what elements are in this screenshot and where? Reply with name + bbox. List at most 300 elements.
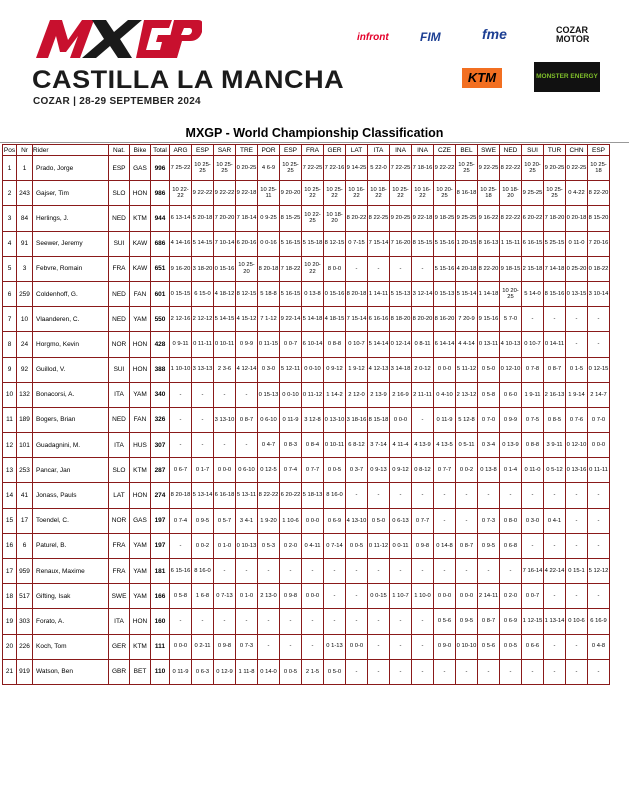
gp-result-cell: 2 12-0 bbox=[346, 382, 368, 407]
nationality-cell: ITA bbox=[109, 609, 130, 634]
total-points-cell: 651 bbox=[151, 256, 170, 281]
gp-result-cell: 0 13-16 bbox=[566, 458, 588, 483]
gp-result-cell: - bbox=[434, 508, 456, 533]
rider-cell: Seewer, Jeremy bbox=[33, 231, 109, 256]
gp-result-cell: 0 15-13 bbox=[258, 382, 280, 407]
gp-result-cell: 6 8-12 bbox=[346, 433, 368, 458]
gp-result-cell: 7 20-16 bbox=[588, 231, 610, 256]
gp-result-cell: 0 10-11 bbox=[324, 433, 346, 458]
column-header: POR bbox=[258, 145, 280, 156]
nationality-cell: GER bbox=[109, 634, 130, 659]
total-points-cell: 111 bbox=[151, 634, 170, 659]
gp-result-cell: - bbox=[412, 407, 434, 432]
gp-result-cell: 1 9-12 bbox=[346, 357, 368, 382]
gp-result-cell: - bbox=[214, 609, 236, 634]
gp-result-cell: 0 13-8 bbox=[478, 458, 500, 483]
gp-result-cell: - bbox=[192, 609, 214, 634]
gp-result-cell: 2 14-7 bbox=[588, 382, 610, 407]
gp-result-cell: - bbox=[522, 659, 544, 684]
gp-result-cell: 0 7-3 bbox=[478, 508, 500, 533]
gp-result-cell: 0 6-10 bbox=[258, 407, 280, 432]
gp-result-cell: 0 9-5 bbox=[192, 508, 214, 533]
gp-result-cell: 8 0-0 bbox=[324, 256, 346, 281]
gp-result-cell: 0 15-1 bbox=[566, 559, 588, 584]
gp-result-cell: 0 0-0 bbox=[346, 634, 368, 659]
table-row bbox=[3, 533, 610, 558]
title-divider bbox=[0, 142, 629, 143]
table-row bbox=[3, 584, 610, 609]
gp-result-cell: 4 15-12 bbox=[236, 307, 258, 332]
gp-result-cell: - bbox=[368, 609, 390, 634]
gp-result-cell: 0 8-5 bbox=[544, 407, 566, 432]
gp-result-cell: 0 7-14 bbox=[324, 533, 346, 558]
gp-result-cell: 0 0-0 bbox=[390, 407, 412, 432]
gp-result-cell: 8 22-22 bbox=[258, 483, 280, 508]
gp-result-cell: 0 11-12 bbox=[368, 533, 390, 558]
gp-result-cell: 0 5-8 bbox=[170, 584, 192, 609]
gp-result-cell: 4 13-9 bbox=[412, 433, 434, 458]
total-points-cell: 340 bbox=[151, 382, 170, 407]
event-header bbox=[0, 0, 629, 120]
gp-result-cell: 5 12-11 bbox=[280, 357, 302, 382]
gp-result-cell: 2 15-18 bbox=[522, 256, 544, 281]
gp-result-cell: 0 0-11 bbox=[390, 533, 412, 558]
position-cell: 5 bbox=[3, 256, 17, 281]
gp-result-cell: 0 8-7 bbox=[236, 407, 258, 432]
position-cell: 11 bbox=[3, 407, 17, 432]
gp-result-cell: - bbox=[522, 533, 544, 558]
gp-result-cell: 0 13-10 bbox=[324, 407, 346, 432]
gp-result-cell: - bbox=[192, 433, 214, 458]
gp-result-cell: 5 16-15 bbox=[280, 281, 302, 306]
gp-result-cell: 0 14-11 bbox=[544, 332, 566, 357]
gp-result-cell: 0 0-5 bbox=[346, 533, 368, 558]
number-cell: 1 bbox=[17, 156, 33, 181]
gp-result-cell: 6 13-14 bbox=[170, 206, 192, 231]
gp-result-cell: 1 9-20 bbox=[258, 508, 280, 533]
number-cell: 10 bbox=[17, 307, 33, 332]
gp-result-cell: - bbox=[324, 584, 346, 609]
gp-result-cell: 0 11-0 bbox=[522, 458, 544, 483]
gp-result-cell: 2 16-13 bbox=[544, 382, 566, 407]
nationality-cell: SUI bbox=[109, 231, 130, 256]
gp-result-cell: 10 20-25 bbox=[500, 281, 522, 306]
nationality-cell: SWE bbox=[109, 584, 130, 609]
gp-result-cell: 0 9-25 bbox=[258, 206, 280, 231]
gp-result-cell: 0 4-22 bbox=[566, 181, 588, 206]
gp-result-cell: - bbox=[280, 634, 302, 659]
gp-result-cell: 8 20-18 bbox=[346, 281, 368, 306]
position-cell: 21 bbox=[3, 659, 17, 684]
gp-result-cell: - bbox=[214, 559, 236, 584]
nationality-cell: GBR bbox=[109, 659, 130, 684]
gp-result-cell: 0 12-14 bbox=[390, 332, 412, 357]
gp-result-cell: 0 7-5 bbox=[522, 407, 544, 432]
gp-result-cell: 0 20-25 bbox=[236, 156, 258, 181]
gp-result-cell: 10 16-22 bbox=[412, 181, 434, 206]
rider-cell: Renaux, Maxime bbox=[33, 559, 109, 584]
gp-result-cell: 0 7-8 bbox=[522, 357, 544, 382]
gp-result-cell: 5 15-16 bbox=[434, 231, 456, 256]
gp-result-cell: 0 5-12 bbox=[544, 458, 566, 483]
rider-cell: Koch, Tom bbox=[33, 634, 109, 659]
column-header: FRA bbox=[302, 145, 324, 156]
gp-result-cell: 2 16-9 bbox=[390, 382, 412, 407]
gp-result-cell: 1 14-2 bbox=[324, 382, 346, 407]
gp-result-cell: 0 9-12 bbox=[390, 458, 412, 483]
gp-result-cell: 0 0-5 bbox=[324, 458, 346, 483]
gp-result-cell: 7 14-18 bbox=[544, 256, 566, 281]
gp-result-cell: 9 14-25 bbox=[346, 156, 368, 181]
gp-result-cell: 0 9-12 bbox=[324, 357, 346, 382]
gp-result-cell: 8 22-20 bbox=[478, 256, 500, 281]
gp-result-cell: - bbox=[192, 382, 214, 407]
gp-result-cell: - bbox=[324, 559, 346, 584]
nationality-cell: NOR bbox=[109, 508, 130, 533]
bike-cell: BET bbox=[130, 659, 151, 684]
position-cell: 18 bbox=[3, 584, 17, 609]
gp-result-cell: 4 6-9 bbox=[258, 156, 280, 181]
gp-result-cell: - bbox=[544, 307, 566, 332]
total-points-cell: 166 bbox=[151, 584, 170, 609]
number-cell: 132 bbox=[17, 382, 33, 407]
gp-result-cell: - bbox=[412, 634, 434, 659]
gp-result-cell: 1 6-8 bbox=[192, 584, 214, 609]
gp-result-cell: 5 15-14 bbox=[456, 281, 478, 306]
gp-result-cell: 5 15-16 bbox=[434, 256, 456, 281]
gp-result-cell: 5 14-14 bbox=[368, 332, 390, 357]
sponsor-monster-energy-logo bbox=[534, 62, 600, 92]
gp-result-cell: 0 1-4 bbox=[500, 458, 522, 483]
gp-result-cell: 0 4-8 bbox=[588, 634, 610, 659]
gp-result-cell: 0 8-8 bbox=[522, 433, 544, 458]
position-cell: 12 bbox=[3, 433, 17, 458]
table-row bbox=[3, 231, 610, 256]
gp-result-cell: 0 6-0 bbox=[500, 382, 522, 407]
bike-cell: HON bbox=[130, 181, 151, 206]
total-points-cell: 601 bbox=[151, 281, 170, 306]
gp-result-cell: 3 14-18 bbox=[390, 357, 412, 382]
gp-result-cell: 5 14-18 bbox=[302, 307, 324, 332]
gp-result-cell: 9 22-25 bbox=[478, 156, 500, 181]
gp-result-cell: - bbox=[456, 508, 478, 533]
gp-result-cell: 9 22-18 bbox=[236, 181, 258, 206]
table-header-row bbox=[3, 145, 610, 156]
gp-result-cell: 1 14-18 bbox=[478, 281, 500, 306]
rider-cell: Gifting, Isak bbox=[33, 584, 109, 609]
total-points-cell: 686 bbox=[151, 231, 170, 256]
gp-result-cell: 0 20-18 bbox=[566, 206, 588, 231]
gp-result-cell: - bbox=[566, 584, 588, 609]
nationality-cell: FRA bbox=[109, 256, 130, 281]
gp-result-cell: 0 4-11 bbox=[302, 533, 324, 558]
gp-result-cell: 0 2-0 bbox=[500, 584, 522, 609]
gp-result-cell: 2 1-5 bbox=[302, 659, 324, 684]
gp-result-cell: 0 0-16 bbox=[258, 231, 280, 256]
gp-result-cell: 7 20-20 bbox=[214, 206, 236, 231]
position-cell: 20 bbox=[3, 634, 17, 659]
gp-result-cell: 2 11-11 bbox=[412, 382, 434, 407]
gp-result-cell: 0 9-13 bbox=[368, 458, 390, 483]
gp-result-cell: 0 0-0 bbox=[456, 584, 478, 609]
number-cell: 17 bbox=[17, 508, 33, 533]
gp-result-cell: 8 12-15 bbox=[324, 231, 346, 256]
table-row bbox=[3, 181, 610, 206]
nationality-cell: ITA bbox=[109, 433, 130, 458]
bike-cell: HON bbox=[130, 332, 151, 357]
gp-result-cell: - bbox=[588, 332, 610, 357]
gp-result-cell: 0 1-5 bbox=[566, 357, 588, 382]
gp-result-cell: 4 4-14 bbox=[456, 332, 478, 357]
gp-result-cell: 0 0-5 bbox=[280, 659, 302, 684]
number-cell: 84 bbox=[17, 206, 33, 231]
position-cell: 16 bbox=[3, 533, 17, 558]
bike-cell: YAM bbox=[130, 307, 151, 332]
gp-result-cell: 0 2-11 bbox=[192, 634, 214, 659]
rider-cell: Paturel, B. bbox=[33, 533, 109, 558]
position-cell: 6 bbox=[3, 281, 17, 306]
total-points-cell: 181 bbox=[151, 559, 170, 584]
gp-result-cell: - bbox=[544, 634, 566, 659]
gp-result-cell: 9 20-20 bbox=[280, 181, 302, 206]
gp-result-cell: 5 11-12 bbox=[456, 357, 478, 382]
gp-result-cell: - bbox=[214, 433, 236, 458]
gp-result-cell: 3 10-14 bbox=[588, 281, 610, 306]
gp-result-cell: 10 25-20 bbox=[236, 256, 258, 281]
gp-result-cell: - bbox=[236, 382, 258, 407]
position-cell: 15 bbox=[3, 508, 17, 533]
gp-result-cell: 10 25-25 bbox=[456, 156, 478, 181]
column-header: SWE bbox=[478, 145, 500, 156]
gp-result-cell: 9 16-20 bbox=[170, 256, 192, 281]
gp-result-cell: 0 7-7 bbox=[302, 458, 324, 483]
column-header: CHN bbox=[566, 145, 588, 156]
number-cell: 92 bbox=[17, 357, 33, 382]
position-cell: 7 bbox=[3, 307, 17, 332]
gp-result-cell: 1 14-11 bbox=[368, 281, 390, 306]
gp-result-cell: - bbox=[258, 609, 280, 634]
gp-result-cell: 0 13-9 bbox=[500, 433, 522, 458]
bike-cell: GAS bbox=[130, 156, 151, 181]
monster-energy-label: MONSTER ENERGY bbox=[536, 73, 598, 80]
gp-result-cell: 0 5-0 bbox=[324, 659, 346, 684]
gp-result-cell: - bbox=[346, 584, 368, 609]
gp-result-cell: 7 22-25 bbox=[302, 156, 324, 181]
bike-cell: KAW bbox=[130, 231, 151, 256]
gp-result-cell: 0 8-4 bbox=[302, 433, 324, 458]
gp-result-cell: 8 16-0 bbox=[324, 483, 346, 508]
gp-result-cell: - bbox=[412, 483, 434, 508]
gp-result-cell: - bbox=[456, 559, 478, 584]
gp-result-cell: 9 20-25 bbox=[390, 206, 412, 231]
gp-result-cell: 0 7-4 bbox=[170, 508, 192, 533]
table-row bbox=[3, 156, 610, 181]
gp-result-cell: 5 7-0 bbox=[500, 307, 522, 332]
rider-cell: Herlings, J. bbox=[33, 206, 109, 231]
table-row bbox=[3, 281, 610, 306]
gp-result-cell: 5 14-15 bbox=[214, 307, 236, 332]
gp-result-cell: 0 7-0 bbox=[588, 407, 610, 432]
gp-result-cell: 2 13-12 bbox=[456, 382, 478, 407]
column-header: INA bbox=[412, 145, 434, 156]
gp-result-cell: 9 25-25 bbox=[456, 206, 478, 231]
total-points-cell: 388 bbox=[151, 357, 170, 382]
bike-cell: YAM bbox=[130, 584, 151, 609]
gp-result-cell: 7 18-20 bbox=[544, 206, 566, 231]
gp-result-cell: 4 13-5 bbox=[434, 433, 456, 458]
gp-result-cell: 5 13-11 bbox=[236, 483, 258, 508]
gp-result-cell: 4 22-14 bbox=[544, 559, 566, 584]
gp-result-cell: 8 16-18 bbox=[456, 181, 478, 206]
rider-cell: Watson, Ben bbox=[33, 659, 109, 684]
bike-cell: HON bbox=[130, 609, 151, 634]
bike-cell: FAN bbox=[130, 281, 151, 306]
sponsor-fim-logo: FIM bbox=[420, 30, 441, 44]
gp-result-cell: 0 4-10 bbox=[434, 382, 456, 407]
gp-result-cell: - bbox=[544, 584, 566, 609]
gp-result-cell: 10 20-25 bbox=[522, 156, 544, 181]
gp-result-cell: 0 0-5 bbox=[500, 634, 522, 659]
number-cell: 101 bbox=[17, 433, 33, 458]
gp-result-cell: 0 5-6 bbox=[478, 634, 500, 659]
gp-result-cell: 0 9-5 bbox=[456, 609, 478, 634]
number-cell: 3 bbox=[17, 256, 33, 281]
gp-result-cell: 2 13-9 bbox=[368, 382, 390, 407]
gp-result-cell: 0 0-15 bbox=[368, 584, 390, 609]
gp-result-cell: 1 10-10 bbox=[170, 357, 192, 382]
total-points-cell: 110 bbox=[151, 659, 170, 684]
nationality-cell: LAT bbox=[109, 483, 130, 508]
gp-result-cell: 0 13-8 bbox=[302, 281, 324, 306]
number-cell: 253 bbox=[17, 458, 33, 483]
gp-result-cell: 0 10-6 bbox=[566, 609, 588, 634]
gp-result-cell: 0 11-9 bbox=[434, 407, 456, 432]
gp-result-cell: 7 18-14 bbox=[236, 206, 258, 231]
nationality-cell: FRA bbox=[109, 559, 130, 584]
gp-result-cell: 5 15-18 bbox=[302, 231, 324, 256]
gp-result-cell: 4 10-13 bbox=[500, 332, 522, 357]
gp-result-cell: 0 10-13 bbox=[236, 533, 258, 558]
number-cell: 189 bbox=[17, 407, 33, 432]
number-cell: 259 bbox=[17, 281, 33, 306]
gp-result-cell: 0 0-0 bbox=[588, 433, 610, 458]
gp-result-cell: - bbox=[544, 659, 566, 684]
bike-cell: KTM bbox=[130, 634, 151, 659]
gp-result-cell: 0 9-11 bbox=[170, 332, 192, 357]
gp-result-cell: 0 0-0 bbox=[170, 634, 192, 659]
gp-result-cell: - bbox=[368, 559, 390, 584]
gp-result-cell: 0 4-7 bbox=[258, 433, 280, 458]
sponsor-cozar-motor-logo: COZAR MOTOR bbox=[556, 25, 590, 44]
gp-result-cell: 7 15-14 bbox=[368, 231, 390, 256]
gp-result-cell: - bbox=[170, 609, 192, 634]
gp-result-cell: 6 10-14 bbox=[302, 332, 324, 357]
gp-result-cell: 1 10-0 bbox=[412, 584, 434, 609]
gp-result-cell: - bbox=[390, 609, 412, 634]
gp-result-cell: - bbox=[412, 256, 434, 281]
rider-cell: Bogers, Brian bbox=[33, 407, 109, 432]
gp-result-cell: 0 8-0 bbox=[500, 508, 522, 533]
gp-result-cell: 0 7-7 bbox=[412, 508, 434, 533]
gp-result-cell: 0 1-0 bbox=[236, 584, 258, 609]
gp-result-cell: 6 15-0 bbox=[192, 281, 214, 306]
position-cell: 3 bbox=[3, 206, 17, 231]
gp-result-cell: 3 9-11 bbox=[544, 433, 566, 458]
gp-result-cell: 1 13-14 bbox=[544, 609, 566, 634]
gp-result-cell: 6 20-16 bbox=[236, 231, 258, 256]
gp-result-cell: 1 12-15 bbox=[522, 609, 544, 634]
bike-cell: HUS bbox=[130, 433, 151, 458]
gp-result-cell: 4 18-15 bbox=[324, 307, 346, 332]
gp-result-cell: 0 5-0 bbox=[368, 508, 390, 533]
gp-result-cell: 9 22-22 bbox=[434, 156, 456, 181]
gp-result-cell: 2 14-11 bbox=[478, 584, 500, 609]
gp-result-cell: - bbox=[368, 256, 390, 281]
gp-result-cell: - bbox=[544, 533, 566, 558]
gp-result-cell: - bbox=[236, 609, 258, 634]
gp-result-cell: - bbox=[544, 483, 566, 508]
gp-result-cell: - bbox=[170, 382, 192, 407]
gp-result-cell: 5 14-15 bbox=[192, 231, 214, 256]
gp-result-cell: 0 1-13 bbox=[324, 634, 346, 659]
gp-result-cell: 1 9-11 bbox=[522, 382, 544, 407]
gp-result-cell: - bbox=[412, 659, 434, 684]
gp-result-cell: - bbox=[478, 559, 500, 584]
gp-result-cell: 0 12-10 bbox=[500, 357, 522, 382]
table-row bbox=[3, 483, 610, 508]
gp-result-cell: - bbox=[588, 508, 610, 533]
gp-result-cell: - bbox=[170, 433, 192, 458]
total-points-cell: 986 bbox=[151, 181, 170, 206]
total-points-cell: 550 bbox=[151, 307, 170, 332]
gp-result-cell: - bbox=[236, 433, 258, 458]
gp-result-cell: - bbox=[324, 609, 346, 634]
nationality-cell: NED bbox=[109, 281, 130, 306]
gp-result-cell: 0 9-0 bbox=[434, 634, 456, 659]
column-header: Rider bbox=[33, 145, 109, 156]
number-cell: 6 bbox=[17, 533, 33, 558]
gp-result-cell: 0 9-9 bbox=[236, 332, 258, 357]
gp-result-cell: 9 22-22 bbox=[192, 181, 214, 206]
table-row bbox=[3, 382, 610, 407]
gp-result-cell: 9 20-25 bbox=[544, 156, 566, 181]
rider-cell: Gajser, Tim bbox=[33, 181, 109, 206]
gp-result-cell: 0 1-7 bbox=[192, 458, 214, 483]
gp-result-cell: 0 1-0 bbox=[214, 533, 236, 558]
gp-result-cell: - bbox=[390, 256, 412, 281]
gp-result-cell: 1 15-11 bbox=[500, 231, 522, 256]
gp-result-cell: 0 0-10 bbox=[280, 382, 302, 407]
gp-result-cell: 4 11-4 bbox=[390, 433, 412, 458]
gp-result-cell: 10 25-22 bbox=[324, 181, 346, 206]
ktm-label: KTM bbox=[467, 70, 497, 85]
gp-result-cell: 0 22-25 bbox=[566, 156, 588, 181]
total-points-cell: 428 bbox=[151, 332, 170, 357]
gp-result-cell: 0 15-16 bbox=[214, 256, 236, 281]
gp-result-cell: - bbox=[456, 483, 478, 508]
table-row bbox=[3, 659, 610, 684]
gp-result-cell: 0 9-8 bbox=[214, 634, 236, 659]
gp-result-cell: 10 18-20 bbox=[324, 206, 346, 231]
gp-result-cell: 8 16-20 bbox=[434, 307, 456, 332]
gp-result-cell: 1 11-8 bbox=[236, 659, 258, 684]
gp-result-cell: 10 22-25 bbox=[302, 206, 324, 231]
gp-result-cell: - bbox=[214, 382, 236, 407]
event-subtitle: COZAR | 28-29 SEPTEMBER 2024 bbox=[33, 96, 201, 107]
gp-result-cell: 0 3-7 bbox=[346, 458, 368, 483]
position-cell: 14 bbox=[3, 483, 17, 508]
gp-result-cell: - bbox=[368, 659, 390, 684]
